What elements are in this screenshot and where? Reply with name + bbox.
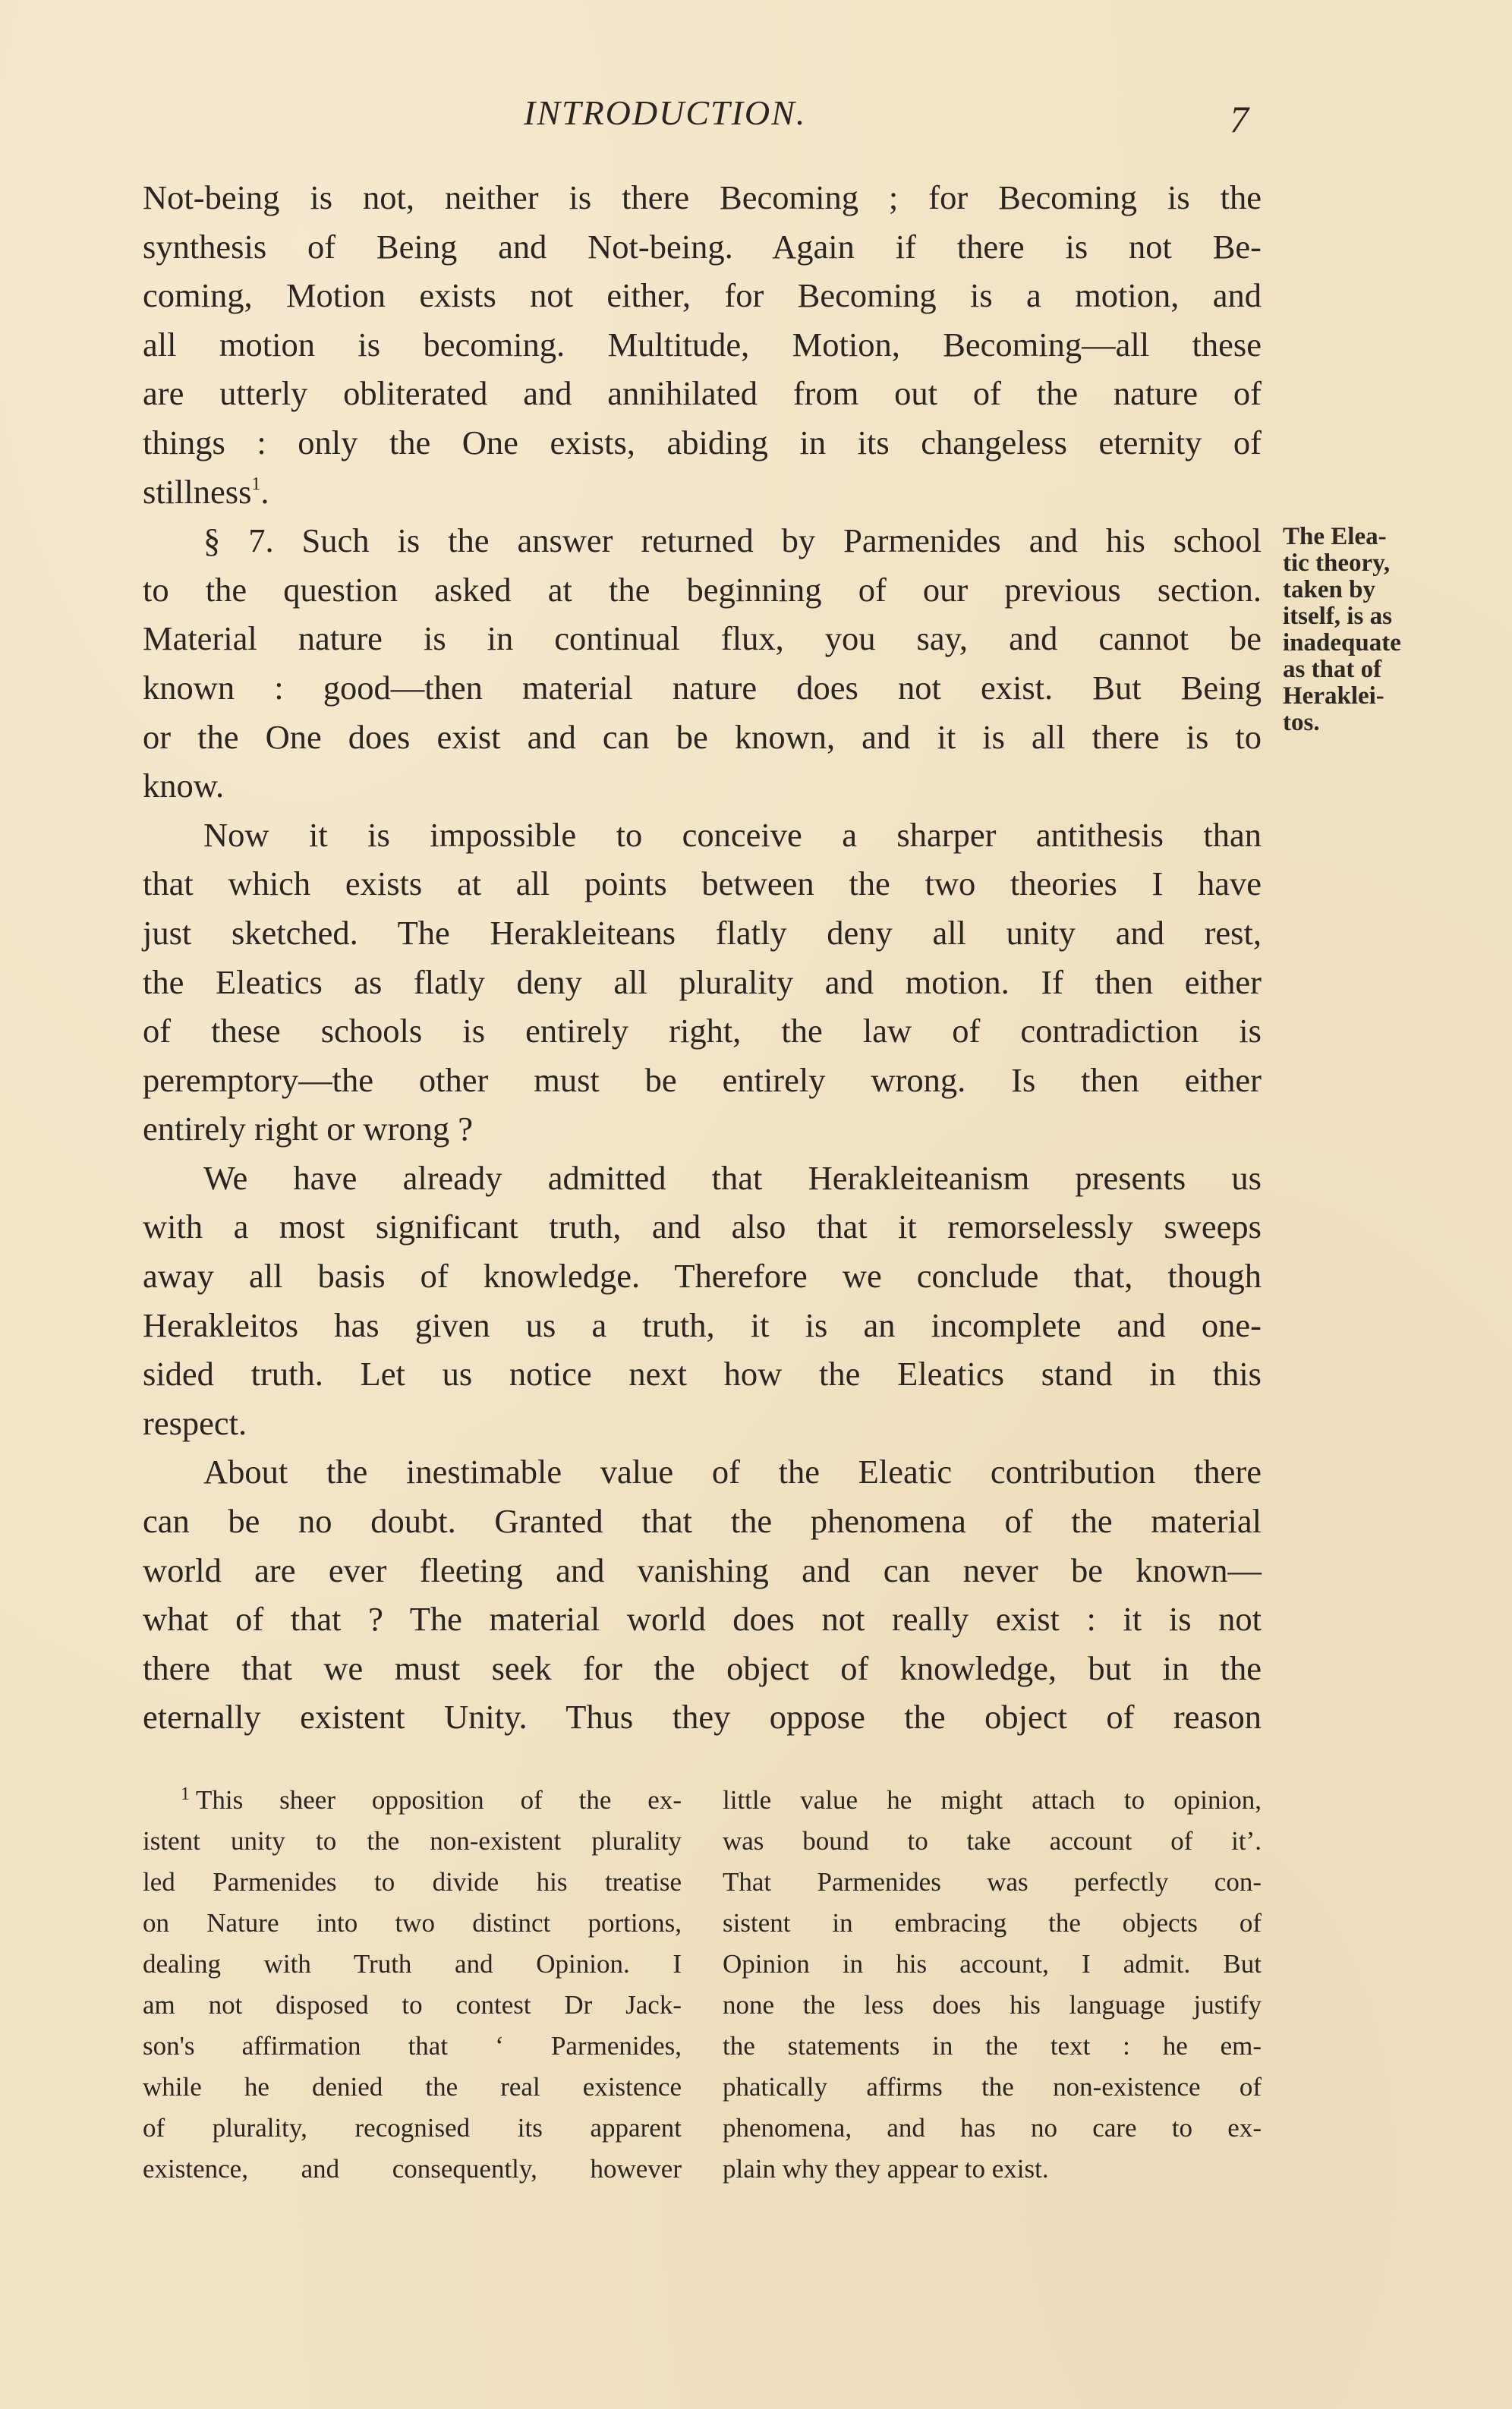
text-line: just sketched. The Herakleiteans flatly deny all unity and rest, bbox=[143, 913, 1262, 952]
paragraph-section-7 bbox=[143, 516, 1262, 811]
footnote-text: This sheer opposition of the ex- bbox=[196, 1785, 682, 1815]
text-line: known : good—then material nature does not exist. But Being bbox=[143, 668, 1262, 707]
margin-note bbox=[1283, 524, 1480, 736]
footnote-column-left bbox=[143, 1780, 682, 2190]
text-line: can be no doubt. Granted that the phenomena of the material bbox=[143, 1502, 1262, 1541]
footnote-line: plain why they appear to exist. bbox=[723, 2154, 1049, 2184]
margin-note-line: Heraklei- bbox=[1283, 682, 1384, 710]
text-line: peremptory—the other must be entirely wrong. Is then either bbox=[143, 1060, 1262, 1099]
text-line-with-footnote bbox=[143, 468, 1262, 517]
text-line: the Eleatics as flatly deny all plurality and motion. If then either bbox=[143, 962, 1262, 1001]
paragraph bbox=[143, 811, 1262, 1154]
text-line: know. bbox=[143, 767, 225, 805]
footnote-line: none the less does his language justify bbox=[723, 1990, 1262, 2020]
margin-note-line: inadequate bbox=[1283, 629, 1401, 657]
footnote-line: the statements in the text : he em- bbox=[723, 2031, 1262, 2061]
footnote-line bbox=[143, 1780, 682, 1821]
text-line: About the inestimable value of the Eleatic contribution there bbox=[203, 1453, 1262, 1491]
text-line: Material nature is in continual flux, you say, and cannot be bbox=[143, 619, 1262, 658]
footnote-line: am not disposed to contest Dr Jack- bbox=[143, 1990, 682, 2020]
text-line: with a most significant truth, and also that it remorselessly sweeps bbox=[143, 1208, 1262, 1246]
footnote-line: Opinion in his account, I admit. But bbox=[723, 1949, 1262, 1979]
text-line: are utterly obliterated and annihilated from out of the nature of bbox=[143, 374, 1262, 413]
text-line: there that we must seek for the object of knowledge, but in the bbox=[143, 1649, 1262, 1687]
text-line: We have already admitted that Herakleiteanism presents us bbox=[203, 1158, 1262, 1197]
footnote-line: while he denied the real existence bbox=[143, 2072, 682, 2102]
text-line: entirely right or wrong ? bbox=[143, 1110, 473, 1148]
margin-note-line: as that of bbox=[1283, 656, 1382, 683]
text-line: things : only the One exists, abiding in its changeless eternity of bbox=[143, 423, 1262, 461]
text-line: that which exists at all points between the two theories I have bbox=[143, 864, 1262, 903]
text-line: or the One does exist and can be known, and it is all there is to bbox=[143, 717, 1262, 756]
footnote-reference[interactable]: 1 bbox=[251, 474, 261, 494]
page-number: 7 bbox=[1230, 98, 1249, 140]
text-line: all motion is becoming. Multitude, Motion, Becoming—all these bbox=[143, 325, 1262, 364]
footnote-marker: 1 bbox=[181, 1784, 190, 1804]
margin-note-line: taken by bbox=[1283, 576, 1375, 603]
footnote-line: istent unity to the non-existent plurality bbox=[143, 1826, 682, 1856]
footnotes bbox=[143, 1780, 1262, 2190]
paragraph bbox=[143, 173, 1262, 516]
text-line: Now it is impossible to conceive a sharper antithesis than bbox=[203, 815, 1262, 854]
text-line: stillness bbox=[143, 472, 252, 511]
text-line: what of that ? The material world does not really exist : it is not bbox=[143, 1600, 1262, 1639]
text-line: of these schools is entirely right, the law of contradiction is bbox=[143, 1012, 1262, 1050]
footnote-line: existence, and consequently, however bbox=[143, 2154, 682, 2184]
text-line: synthesis of Being and Not-being. Again if there is not Be- bbox=[143, 227, 1262, 266]
margin-note-line: itself, is as bbox=[1283, 603, 1392, 630]
running-head bbox=[0, 93, 1512, 146]
footnote-line: That Parmenides was perfectly con- bbox=[723, 1867, 1262, 1897]
footnote-line: son's affirmation that ‘ Parmenides, bbox=[143, 2031, 682, 2061]
footnote-line: was bound to take account of it’. bbox=[723, 1826, 1262, 1856]
text-line: eternally existent Unity. Thus they oppose the object of reason bbox=[143, 1698, 1262, 1737]
footnote-line: phatically affirms the non-existence of bbox=[723, 2072, 1262, 2102]
sentence-end: . bbox=[260, 472, 269, 511]
text-line: Herakleitos has given us a truth, it is an incomplete and one- bbox=[143, 1305, 1262, 1344]
text-line: Not-being is not, neither is there Becoming ; for Becoming is the bbox=[143, 178, 1262, 216]
footnote-line: little value he might attach to opinion, bbox=[723, 1785, 1262, 1815]
footnote-line: phenomena, and has no care to ex- bbox=[723, 2113, 1262, 2143]
footnote-line: led Parmenides to divide his treatise bbox=[143, 1867, 682, 1897]
paragraph bbox=[143, 1154, 1262, 1448]
text-line: § 7. Such is the answer returned by Parmenides and his school bbox=[203, 521, 1262, 560]
text-line: to the question asked at the beginning of our previous section. bbox=[143, 570, 1262, 609]
text-line: respect. bbox=[143, 1403, 247, 1442]
margin-note-line: tos. bbox=[1283, 709, 1320, 736]
running-title: INTRODUCTION. bbox=[524, 93, 807, 132]
paragraph bbox=[143, 1447, 1262, 1742]
footnote-line: of plurality, recognised its apparent bbox=[143, 2113, 682, 2143]
footnote-line: on Nature into two distinct portions, bbox=[143, 1908, 682, 1938]
text-line: coming, Motion exists not either, for Becoming is a motion, and bbox=[143, 276, 1262, 315]
margin-note-line: The Elea- bbox=[1283, 523, 1387, 550]
text-line: away all basis of knowledge. Therefore we conclude that, though bbox=[143, 1257, 1262, 1296]
footnote-line: sistent in embracing the objects of bbox=[723, 1908, 1262, 1938]
text-line: world are ever fleeting and vanishing and can never be known— bbox=[143, 1551, 1262, 1589]
margin-note-line: tic theory, bbox=[1283, 550, 1391, 577]
footnote-line: dealing with Truth and Opinion. I bbox=[143, 1949, 682, 1979]
main-text bbox=[143, 173, 1262, 1742]
text-line: sided truth. Let us notice next how the Eleatics stand in this bbox=[143, 1355, 1262, 1393]
footnote-column-right bbox=[723, 1780, 1262, 2190]
